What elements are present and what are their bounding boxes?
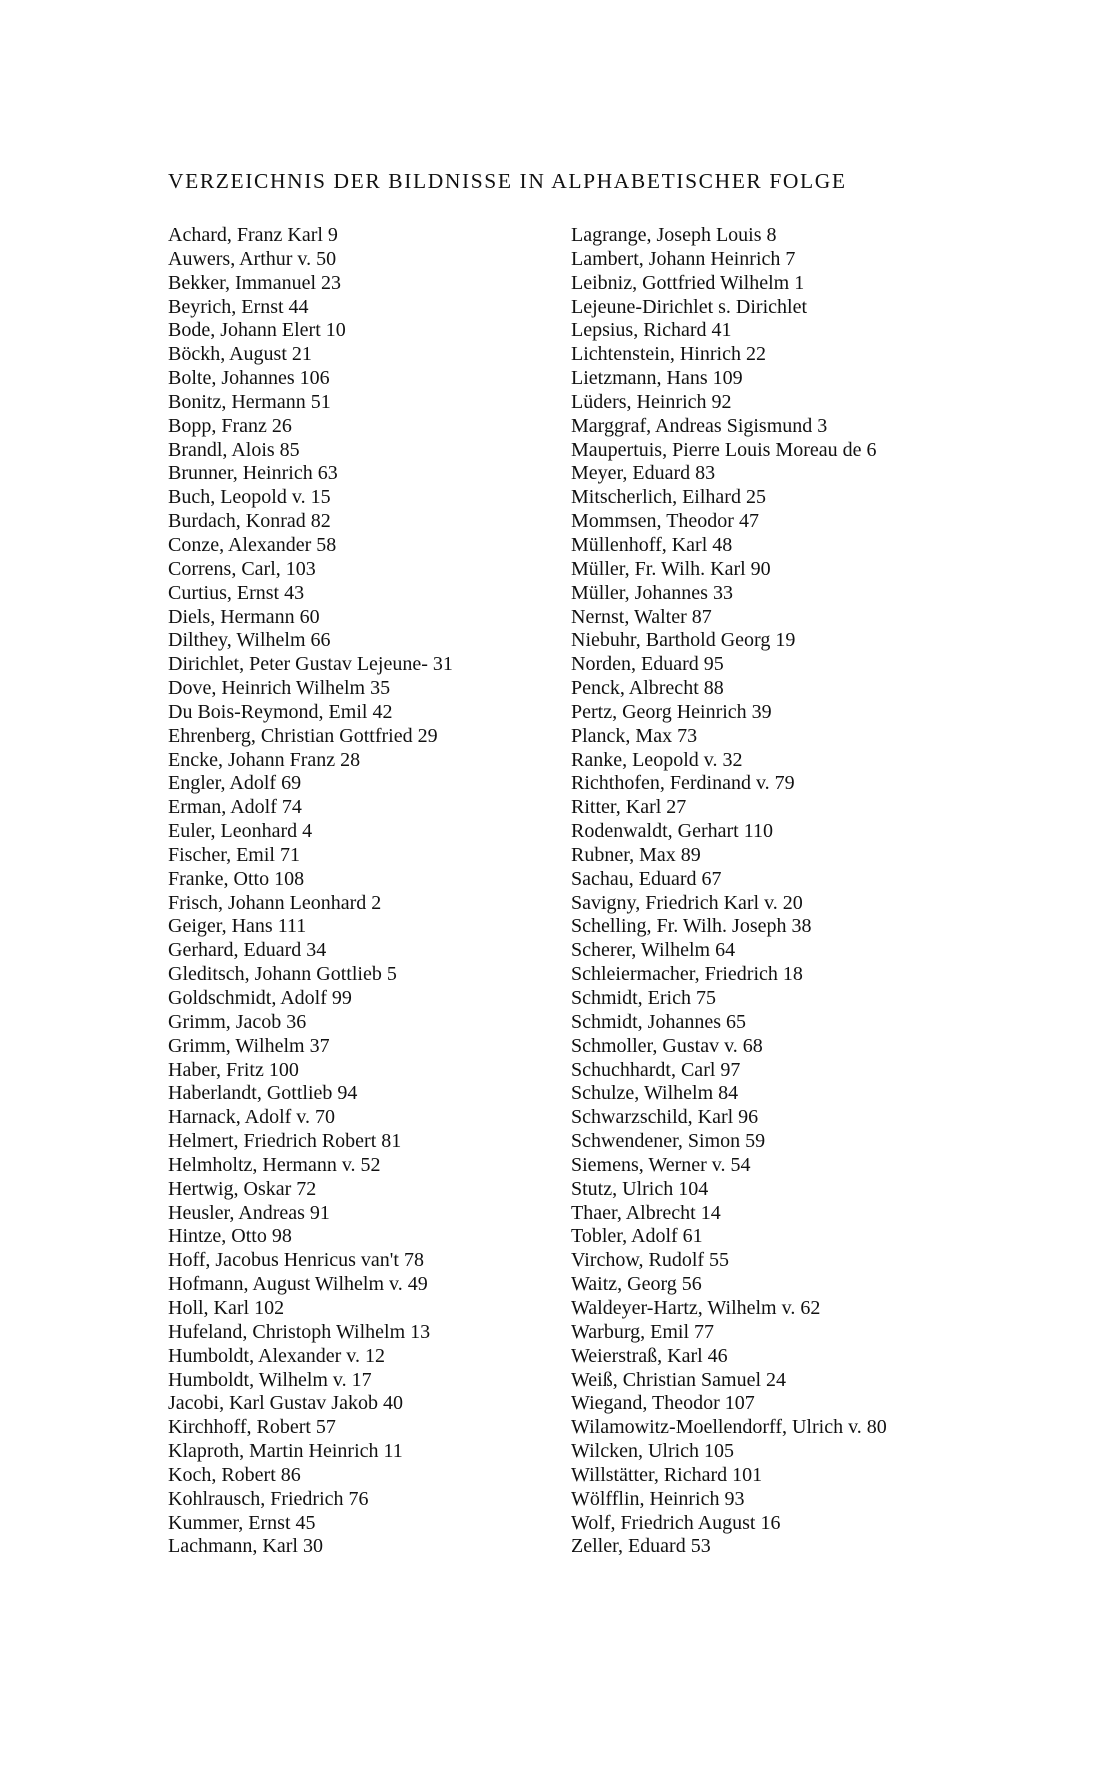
index-entry: Schuchhardt, Carl 97 xyxy=(571,1058,741,1081)
index-entry: Kohlrausch, Friedrich 76 xyxy=(168,1487,369,1510)
index-entry: Müllenhoff, Karl 48 xyxy=(571,533,733,556)
index-entry: Bode, Johann Elert 10 xyxy=(168,319,346,342)
index-entry: Schulze, Wilhelm 84 xyxy=(571,1082,739,1105)
index-entry: Schmoller, Gustav v. 68 xyxy=(571,1034,763,1057)
index-entry: Bopp, Franz 26 xyxy=(168,414,292,437)
index-entry: Auwers, Arthur v. 50 xyxy=(168,247,337,270)
index-entry: Sachau, Eduard 67 xyxy=(571,867,722,890)
index-entry: Bonitz, Hermann 51 xyxy=(168,390,331,413)
index-entry: Hoff, Jacobus Henricus van't 78 xyxy=(168,1249,424,1272)
index-entry: Waitz, Georg 56 xyxy=(571,1273,702,1296)
index-entry: Müller, Johannes 33 xyxy=(571,581,733,604)
index-entry: Geiger, Hans 111 xyxy=(168,915,307,938)
index-entry: Wiegand, Theodor 107 xyxy=(571,1392,755,1415)
index-entry: Marggraf, Andreas Sigismund 3 xyxy=(571,414,828,437)
index-entry: Goldschmidt, Adolf 99 xyxy=(168,987,352,1009)
index-entry: Penck, Albrecht 88 xyxy=(571,677,724,700)
index-entry: Koch, Robert 86 xyxy=(168,1463,301,1486)
index-entry: Lachmann, Karl 30 xyxy=(168,1535,323,1558)
index-entry: Rubner, Max 89 xyxy=(571,843,701,866)
index-entry: Richthofen, Ferdinand v. 79 xyxy=(571,772,795,795)
index-entry: Leibniz, Gottfried Wilhelm 1 xyxy=(571,271,805,294)
index-entry: Schwarzschild, Karl 96 xyxy=(571,1106,759,1129)
index-entry: Virchow, Rudolf 55 xyxy=(571,1249,730,1272)
index-entry: Rodenwaldt, Gerhart 110 xyxy=(571,820,773,843)
index-entry: Burdach, Konrad 82 xyxy=(168,510,331,533)
index-entry: Pertz, Georg Heinrich 39 xyxy=(571,700,772,723)
index-entry: Meyer, Eduard 83 xyxy=(571,462,716,485)
index-entry: Ehrenberg, Christian Gottfried 29 xyxy=(168,724,438,747)
index-entry: Humboldt, Alexander v. 12 xyxy=(168,1344,386,1367)
index-entry: Schmidt, Erich 75 xyxy=(571,987,716,1009)
index-entry: Siemens, Werner v. 54 xyxy=(571,1153,751,1176)
index-entry: Fischer, Emil 71 xyxy=(168,843,300,866)
index-entry: Mommsen, Theodor 47 xyxy=(571,510,759,533)
index-entry: Klaproth, Martin Heinrich 11 xyxy=(168,1440,403,1463)
index-entry: Frisch, Johann Leonhard 2 xyxy=(168,891,382,914)
index-entry: Beyrich, Ernst 44 xyxy=(168,295,309,318)
index-entry: Haberlandt, Gottlieb 94 xyxy=(168,1082,358,1105)
index-entry: Holl, Karl 102 xyxy=(168,1296,285,1319)
index-entry: Dove, Heinrich Wilhelm 35 xyxy=(168,677,391,700)
index-entry: Warburg, Emil 77 xyxy=(571,1320,714,1343)
index-entry: Lagrange, Joseph Louis 8 xyxy=(571,224,777,246)
index-entry: Hufeland, Christoph Wilhelm 13 xyxy=(168,1320,431,1343)
index-entry: Scherer, Wilhelm 64 xyxy=(571,939,736,962)
index-entry: Gerhard, Eduard 34 xyxy=(168,939,327,962)
index-entry: Willstätter, Richard 101 xyxy=(571,1463,763,1486)
index-column-right xyxy=(571,224,971,1559)
index-entry: Heusler, Andreas 91 xyxy=(168,1201,330,1224)
index-entry: Dirichlet, Peter Gustav Lejeune- 31 xyxy=(168,653,453,676)
index-entry: Schelling, Fr. Wilh. Joseph 38 xyxy=(571,915,812,938)
index-entry: Helmert, Friedrich Robert 81 xyxy=(168,1130,402,1153)
index-entry: Lichtenstein, Hinrich 22 xyxy=(571,343,766,366)
index-entry: Maupertuis, Pierre Louis Moreau de 6 xyxy=(571,438,877,461)
index-entry: Brandl, Alois 85 xyxy=(168,438,300,461)
index-entry: Grimm, Jacob 36 xyxy=(168,1010,307,1033)
index-entry: Böckh, August 21 xyxy=(168,343,312,366)
index-entry: Franke, Otto 108 xyxy=(168,867,305,890)
index-entry: Helmholtz, Hermann v. 52 xyxy=(168,1153,381,1176)
index-entry: Tobler, Adolf 61 xyxy=(571,1225,703,1248)
index-entry: Planck, Max 73 xyxy=(571,724,698,747)
index-entry: Du Bois-Reymond, Emil 42 xyxy=(168,700,393,723)
index-entry: Schmidt, Johannes 65 xyxy=(571,1010,746,1033)
index-entry: Norden, Eduard 95 xyxy=(571,653,724,676)
index-entry: Wölfflin, Heinrich 93 xyxy=(571,1487,745,1510)
index-entry: Bolte, Johannes 106 xyxy=(168,367,330,390)
index-entry: Engler, Adolf 69 xyxy=(168,772,302,795)
index-entry: Mitscherlich, Eilhard 25 xyxy=(571,486,766,509)
index-entry: Savigny, Friedrich Karl v. 20 xyxy=(571,891,803,914)
index-entry: Grimm, Wilhelm 37 xyxy=(168,1034,330,1057)
index-entry: Schleiermacher, Friedrich 18 xyxy=(571,963,803,986)
index-entry: Dilthey, Wilhelm 66 xyxy=(168,629,331,652)
index-entry: Ritter, Karl 27 xyxy=(571,796,687,819)
index-entry: Zeller, Eduard 53 xyxy=(571,1535,711,1558)
index-entry: Müller, Fr. Wilh. Karl 90 xyxy=(571,557,771,580)
index-entry: Erman, Adolf 74 xyxy=(168,796,302,819)
index-entry: Waldeyer-Hartz, Wilhelm v. 62 xyxy=(571,1296,821,1319)
index-entry: Thaer, Albrecht 14 xyxy=(571,1201,721,1224)
index-entry: Gleditsch, Johann Gottlieb 5 xyxy=(168,963,397,986)
index-entry: Haber, Fritz 100 xyxy=(168,1058,299,1081)
index-entry: Achard, Franz Karl 9 xyxy=(168,224,338,246)
index-entry: Nernst, Walter 87 xyxy=(571,605,712,628)
index-entry: Lüders, Heinrich 92 xyxy=(571,390,732,413)
index-entry: Hertwig, Oskar 72 xyxy=(168,1177,317,1200)
index-entry: Niebuhr, Barthold Georg 19 xyxy=(571,629,796,652)
index-entry: Wilamowitz-Moellendorff, Ulrich v. 80 xyxy=(571,1416,887,1439)
page-title: VERZEICHNIS DER BILDNISSE IN ALPHABETISCHER FOLGE xyxy=(168,169,847,193)
index-entry: Lietzmann, Hans 109 xyxy=(571,367,743,390)
index-entry: Kummer, Ernst 45 xyxy=(168,1511,316,1534)
index-entry: Diels, Hermann 60 xyxy=(168,605,320,628)
index-entry: Schwendener, Simon 59 xyxy=(571,1130,766,1153)
index-entry: Lambert, Johann Heinrich 7 xyxy=(571,247,796,270)
index-column-left xyxy=(168,224,548,1559)
index-entry: Hintze, Otto 98 xyxy=(168,1225,292,1248)
index-entry: Curtius, Ernst 43 xyxy=(168,581,305,604)
index-entry: Buch, Leopold v. 15 xyxy=(168,486,331,509)
index-entry: Brunner, Heinrich 63 xyxy=(168,462,338,485)
index-entry: Lejeune-Dirichlet s. Dirichlet xyxy=(571,295,808,318)
index-entry: Ranke, Leopold v. 32 xyxy=(571,748,743,771)
index-entry: Conze, Alexander 58 xyxy=(168,533,337,556)
index-entry: Kirchhoff, Robert 57 xyxy=(168,1416,336,1439)
index-entry: Encke, Johann Franz 28 xyxy=(168,748,361,771)
index-entry: Stutz, Ulrich 104 xyxy=(571,1177,709,1200)
index-entry: Lepsius, Richard 41 xyxy=(571,319,732,342)
index-entry: Hofmann, August Wilhelm v. 49 xyxy=(168,1273,428,1296)
index-entry: Wilcken, Ulrich 105 xyxy=(571,1440,735,1463)
index-entry: Harnack, Adolf v. 70 xyxy=(168,1106,335,1129)
index-entry: Jacobi, Karl Gustav Jakob 40 xyxy=(168,1392,403,1415)
index-entry: Weierstraß, Karl 46 xyxy=(571,1344,728,1367)
index-entry: Bekker, Immanuel 23 xyxy=(168,271,342,294)
index-entry: Wolf, Friedrich August 16 xyxy=(571,1511,781,1534)
index-entry: Correns, Carl, 103 xyxy=(168,557,316,580)
index-entry: Weiß, Christian Samuel 24 xyxy=(571,1368,787,1391)
index-entry: Humboldt, Wilhelm v. 17 xyxy=(168,1368,372,1391)
index-entry: Euler, Leonhard 4 xyxy=(168,820,313,843)
